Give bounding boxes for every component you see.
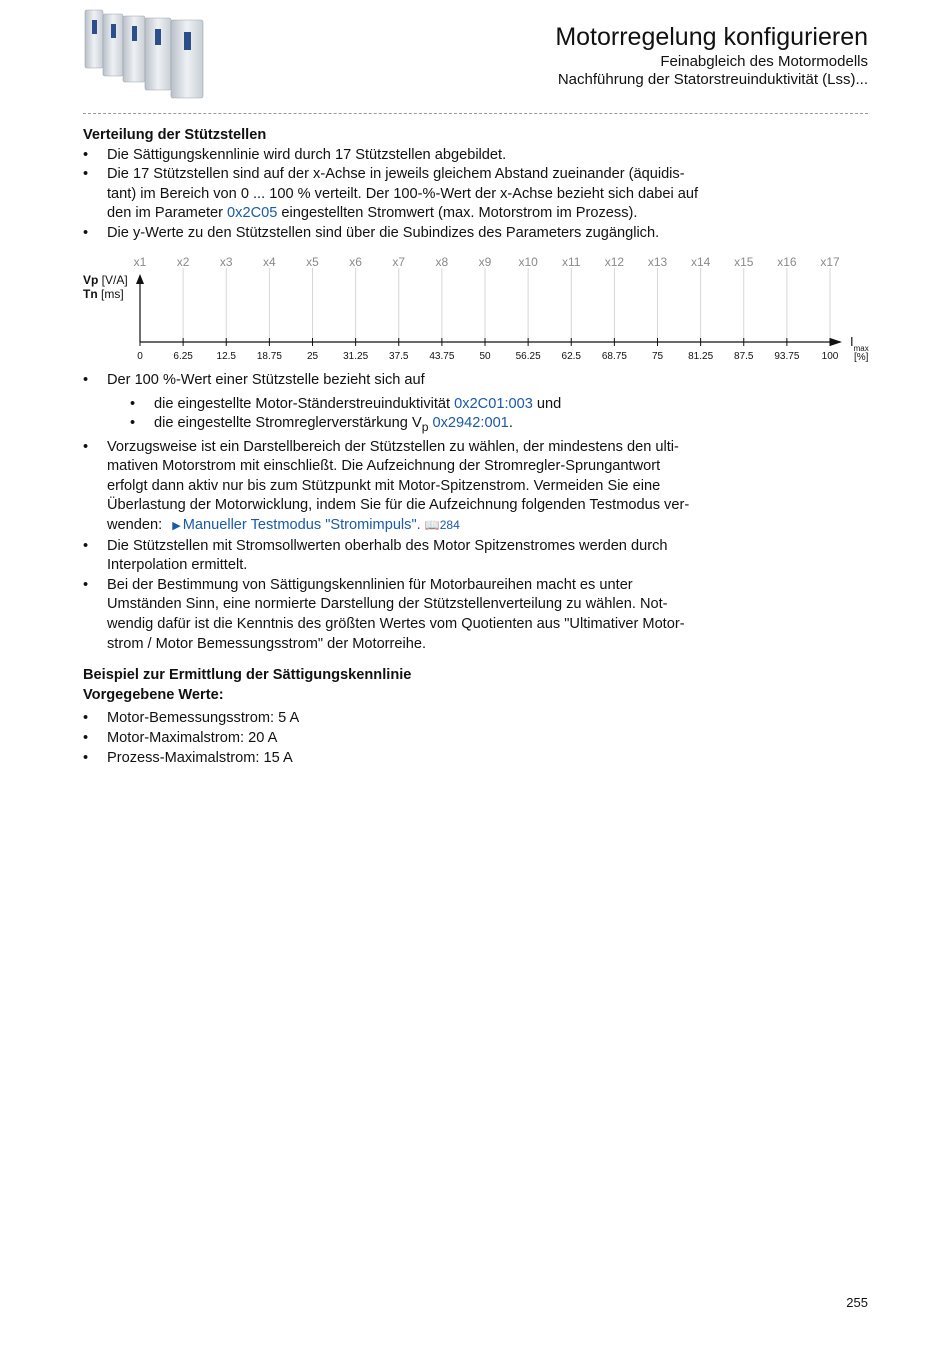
list-item-text: wenden: — [107, 517, 167, 534]
list-item — [83, 576, 723, 654]
list-item-text: Der 100 %-Wert einer Stützstelle bezieht sich auf — [107, 372, 425, 388]
list-item-text: Die Sättigungskennlinie wird durch 17 Stützstellen abgebildet. — [107, 146, 507, 163]
list-item-text: mativen Motorstrom mit einschließt. Die Aufzeichnung der Stromregler-Sprungantwort — [107, 458, 661, 475]
y-axis-label-tn: Tn [ms] — [83, 287, 124, 301]
x-tick-label: 68.75 — [601, 351, 627, 362]
support-point-label: x12 — [604, 255, 625, 269]
x-tick-label: 18.75 — [256, 351, 282, 362]
x-tick-label: 100 — [821, 351, 839, 362]
page-reference-number: 284 — [439, 518, 460, 533]
list-item-text: erfolgt dann aktiv nur bis zum Stützpunkt mit Motor-Spitzenstrom. Vermeiden Sie eine — [107, 477, 661, 494]
given-values-list — [83, 709, 723, 768]
list-item-text: die eingestellte Stromreglerverstärkung V — [154, 415, 422, 432]
list-item — [83, 729, 723, 749]
sub-bullet-list — [107, 395, 723, 438]
list-item — [83, 537, 723, 576]
list-item-text: Motor-Bemessungsstrom: 5 A — [107, 710, 300, 727]
x-tick-label: 81.25 — [688, 351, 714, 362]
section-title: Feinabgleich des Motormodells — [660, 53, 868, 70]
x-axis-unit: [%] — [854, 352, 869, 363]
x-tick-label: 50 — [479, 351, 491, 362]
list-item — [83, 224, 723, 244]
support-point-label: x1 — [133, 255, 147, 269]
support-point-label: x13 — [647, 255, 668, 269]
support-point-label: x7 — [392, 255, 406, 269]
sub-list-item — [130, 395, 723, 415]
x-tick-label: 56.25 — [515, 351, 541, 362]
y-axis-arrow — [136, 274, 144, 284]
list-item-text: Vorzugsweise ist ein Darstellbereich der Stützstellen zu wählen, der mindestens den ulti- — [107, 438, 679, 455]
list-item — [83, 438, 723, 537]
page-header — [555, 22, 868, 89]
list-item — [83, 165, 723, 224]
x-tick-label: 43.75 — [429, 351, 455, 362]
example-heading: Beispiel zur Ermittlung der Sättigungskennlinie — [83, 667, 412, 684]
parameter-link-0x2942-001[interactable]: 0x2942:001 — [432, 415, 509, 432]
header-divider — [83, 113, 868, 114]
subsection-title: Nachführung der Statorstreuinduktivität (Lss)... — [557, 71, 868, 88]
x-tick-label: 12.5 — [216, 351, 236, 362]
bullet-list — [83, 371, 723, 654]
support-point-label: x4 — [263, 255, 276, 269]
x-axis-arrow — [830, 338, 842, 346]
x-axis-label: $I_{max}$ — [850, 334, 869, 353]
support-point-label: x9 — [478, 255, 492, 269]
parameter-link-0x2C05[interactable]: 0x2C05 — [227, 205, 278, 222]
x-tick-label: 87.5 — [734, 351, 754, 362]
x-tick-label: 0 — [137, 351, 143, 362]
x-tick-label: 6.25 — [173, 351, 193, 362]
support-point-label: x14 — [690, 255, 711, 269]
support-point-label: x11 — [562, 255, 581, 269]
list-item — [83, 709, 723, 729]
triangle-right-icon: ▶ — [172, 520, 181, 533]
y-axis-label-vp: Vp [V/A] — [83, 273, 128, 287]
support-points-chart — [78, 250, 878, 368]
x-tick-label: 37.5 — [389, 351, 409, 362]
parameter-link-0x2C01-003[interactable]: 0x2C01:003 — [454, 395, 533, 412]
list-item-text: und — [532, 395, 562, 412]
support-point-label: x2 — [176, 255, 190, 269]
support-point-label: x10 — [518, 255, 538, 269]
list-item-text: Bei der Bestimmung von Sättigungskennlinien für Motorbaureihen macht es unter — [107, 576, 633, 593]
given-values-heading: Vorgegebene Werte: — [83, 686, 224, 703]
chapter-title: Motorregelung konfigurieren — [555, 23, 868, 51]
support-point-label: x17 — [820, 255, 840, 269]
list-item-text: tant) im Bereich von 0 ... 100 % verteilt. Der 100-%-Wert der x-Achse bezieht sich dabei auf — [107, 185, 699, 202]
support-point-label: x16 — [777, 255, 797, 269]
x-tick-label: 31.25 — [343, 351, 369, 362]
page-content-2 — [83, 371, 723, 768]
x-tick-label: 75 — [651, 351, 664, 362]
list-item — [83, 749, 723, 769]
list-item-text: Die 17 Stützstellen sind auf der x-Achse in jeweils gleichem Abstand zueinander (äquidis- — [107, 166, 685, 183]
list-item-text: eingestellten Stromwert (max. Motorstrom im Prozess). — [277, 205, 638, 222]
x-tick-label: 62.5 — [561, 351, 581, 362]
support-point-label: x5 — [306, 255, 319, 269]
x-tick-label: 25 — [306, 351, 319, 362]
support-point-label: x6 — [349, 255, 362, 269]
list-item-text: wendig dafür ist die Kenntnis des größten Wertes vom Quotienten aus "Ultimativer Motor- — [107, 616, 685, 633]
list-item-text: Überlastung der Motorwicklung, indem Sie für die Aufzeichnung folgenden Testmodus ver- — [107, 497, 690, 514]
list-item-text: den im Parameter — [107, 205, 228, 222]
list-item-text: Prozess-Maximalstrom: 15 A — [107, 749, 293, 766]
x-tick-label: 93.75 — [774, 351, 800, 362]
list-item — [83, 146, 723, 166]
test-mode-link[interactable]: Manueller Testmodus "Stromimpuls". — [182, 517, 421, 534]
page-number: 255 — [846, 1295, 868, 1310]
list-item-text: Die y-Werte zu den Stützstellen sind über die Subindizes des Parameters zugänglich. — [107, 224, 660, 241]
list-item-text: Die Stützstellen mit Stromsollwerten oberhalb des Motor Spitzenstromes werden durch — [107, 537, 668, 554]
list-item-text: . — [508, 415, 513, 432]
support-point-label: x8 — [435, 255, 449, 269]
chart-canvas — [78, 250, 878, 368]
book-icon: 📖 — [424, 518, 440, 533]
list-item-text: Motor-Maximalstrom: 20 A — [107, 730, 278, 746]
list-item-text: strom / Motor Bemessungsstrom" der Motorreihe. — [107, 635, 427, 652]
support-point-label: x15 — [734, 255, 754, 269]
page-reference[interactable] — [425, 518, 460, 532]
bullet-list — [83, 146, 723, 244]
sub-list-item — [130, 414, 723, 438]
subscript-p: p — [421, 420, 429, 435]
section-heading: Verteilung der Stützstellen — [83, 127, 267, 143]
list-item-text: Umständen Sinn, eine normierte Darstellung der Stützstellenverteilung zu wählen. Not- — [107, 596, 668, 613]
page-content — [83, 126, 723, 244]
list-item-text: die eingestellte Motor-Ständerstreuinduktivität — [154, 395, 455, 412]
list-item — [83, 371, 723, 438]
product-image — [83, 6, 213, 102]
list-item-text: Interpolation ermittelt. — [107, 557, 248, 574]
support-point-label: x3 — [219, 255, 233, 269]
